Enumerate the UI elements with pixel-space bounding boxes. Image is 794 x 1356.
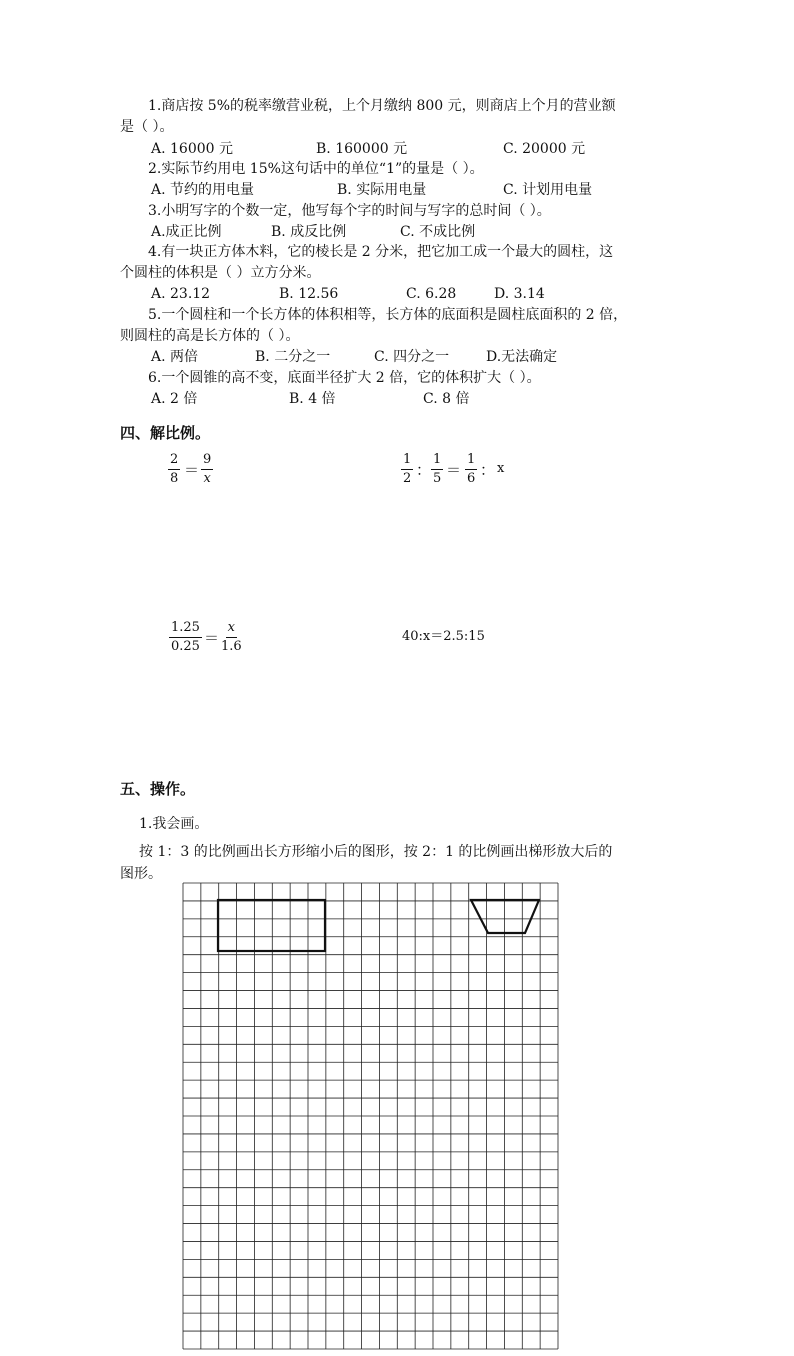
q5-option-c: C. 四分之一 xyxy=(374,349,450,365)
eq1-left-denominator: 8 xyxy=(170,471,179,486)
q4-option-b: B. 12.56 xyxy=(279,286,339,302)
eq3-left-denominator: 0.25 xyxy=(171,639,200,654)
instruction-line2: 图形。 xyxy=(120,866,162,882)
q6-option-c: C. 8 倍 xyxy=(423,391,470,407)
q3-option-c: C. 不成比例 xyxy=(400,224,476,240)
eq1-equals-sign: ＝ xyxy=(184,461,200,479)
eq3-right-denominator: 1.6 xyxy=(221,639,242,654)
eq3-equals-sign: ＝ xyxy=(204,629,220,647)
grid-lines xyxy=(183,883,558,1349)
eq2-fraction-a xyxy=(401,452,413,487)
q2-text: 2.实际节约用电 15%这句话中的单位“1”的量是（ ）。 xyxy=(148,161,484,177)
trapezoid-shape xyxy=(471,900,539,933)
q1-line1: 1.商店按 5%的税率缴营业税，上个月缴纳 800 元，则商店上个月的营业额 xyxy=(148,98,616,114)
eq3-fraction-left xyxy=(169,620,202,655)
q1-line2: 是（ ）。 xyxy=(120,119,174,135)
section5-subtitle: 1.我会画。 xyxy=(139,816,209,832)
eq2-b-denominator: 5 xyxy=(433,471,442,486)
eq1-left-numerator: 2 xyxy=(168,452,180,470)
eq3-left-numerator: 1.25 xyxy=(169,620,202,638)
q2-option-c: C. 计划用电量 xyxy=(503,182,593,198)
eq4-text: 40:x＝2.5:15 xyxy=(402,629,485,644)
rectangle-shape xyxy=(218,900,325,951)
q6-option-b: B. 4 倍 xyxy=(289,391,336,407)
q5-option-b: B. 二分之一 xyxy=(255,349,331,365)
eq1-fraction-right xyxy=(201,452,213,487)
eq2-c-denominator: 6 xyxy=(467,471,476,486)
q3-text: 3.小明写字的个数一定，他写每个字的时间与写字的总时间（ ）。 xyxy=(148,203,551,219)
q4-option-d: D. 3.14 xyxy=(494,286,545,302)
q2-option-b: B. 实际用电量 xyxy=(337,182,427,198)
q5-line2: 则圆柱的高是长方体的（ ）。 xyxy=(120,328,300,344)
q6-option-a: A. 2 倍 xyxy=(151,391,198,407)
eq1-right-denominator: x xyxy=(203,471,211,486)
section5-title: 五、操作。 xyxy=(120,780,196,798)
q4-line1: 4.有一块正方体木料，它的棱长是 2 分米，把它加工成一个最大的圆柱，这 xyxy=(148,244,614,260)
eq2-a-denominator: 2 xyxy=(403,471,412,486)
eq2-equals-sign: ＝ xyxy=(446,461,462,479)
eq2-fraction-b xyxy=(431,452,443,487)
q1-option-b: B. 160000 元 xyxy=(316,141,408,157)
q5-option-a: A. 两倍 xyxy=(151,349,199,365)
q5-line1: 5.一个圆柱和一个长方体的体积相等，长方体的底面积是圆柱底面积的 2 倍， xyxy=(148,307,628,323)
q3-option-b: B. 成反比例 xyxy=(271,224,347,240)
eq2-colon-2: ： xyxy=(480,461,496,479)
q4-option-c: C. 6.28 xyxy=(406,286,457,302)
eq3-fraction-right xyxy=(219,620,244,655)
q5-option-d: D.无法确定 xyxy=(486,349,558,365)
q2-option-a: A. 节约的用电量 xyxy=(151,182,255,198)
q4-line2: 个圆柱的体积是（ ）立方分米。 xyxy=(120,265,321,281)
q1-option-a: A. 16000 元 xyxy=(151,141,233,157)
eq2-unknown: x xyxy=(497,461,505,476)
eq1-right-numerator: 9 xyxy=(201,452,213,470)
eq1-fraction-left xyxy=(168,452,180,487)
eq2-c-numerator: 1 xyxy=(465,452,477,470)
section4-title: 四、解比例。 xyxy=(120,424,211,442)
q1-option-c: C. 20000 元 xyxy=(503,141,586,157)
q3-option-a: A.成正比例 xyxy=(151,224,222,240)
eq2-a-numerator: 1 xyxy=(401,452,413,470)
instruction-line1: 按 1：3 的比例画出长方形缩小后的图形，按 2：1 的比例画出梯形放大后的 xyxy=(139,844,613,860)
eq2-fraction-c xyxy=(465,452,477,487)
eq2-colon-1: ： xyxy=(416,461,432,479)
q6-text: 6.一个圆锥的高不变，底面半径扩大 2 倍，它的体积扩大（ ）。 xyxy=(148,370,541,386)
eq2-b-numerator: 1 xyxy=(431,452,443,470)
drawing-grid xyxy=(180,880,564,1356)
q4-option-a: A. 23.12 xyxy=(151,286,211,302)
eq3-right-numerator: x xyxy=(226,620,237,638)
